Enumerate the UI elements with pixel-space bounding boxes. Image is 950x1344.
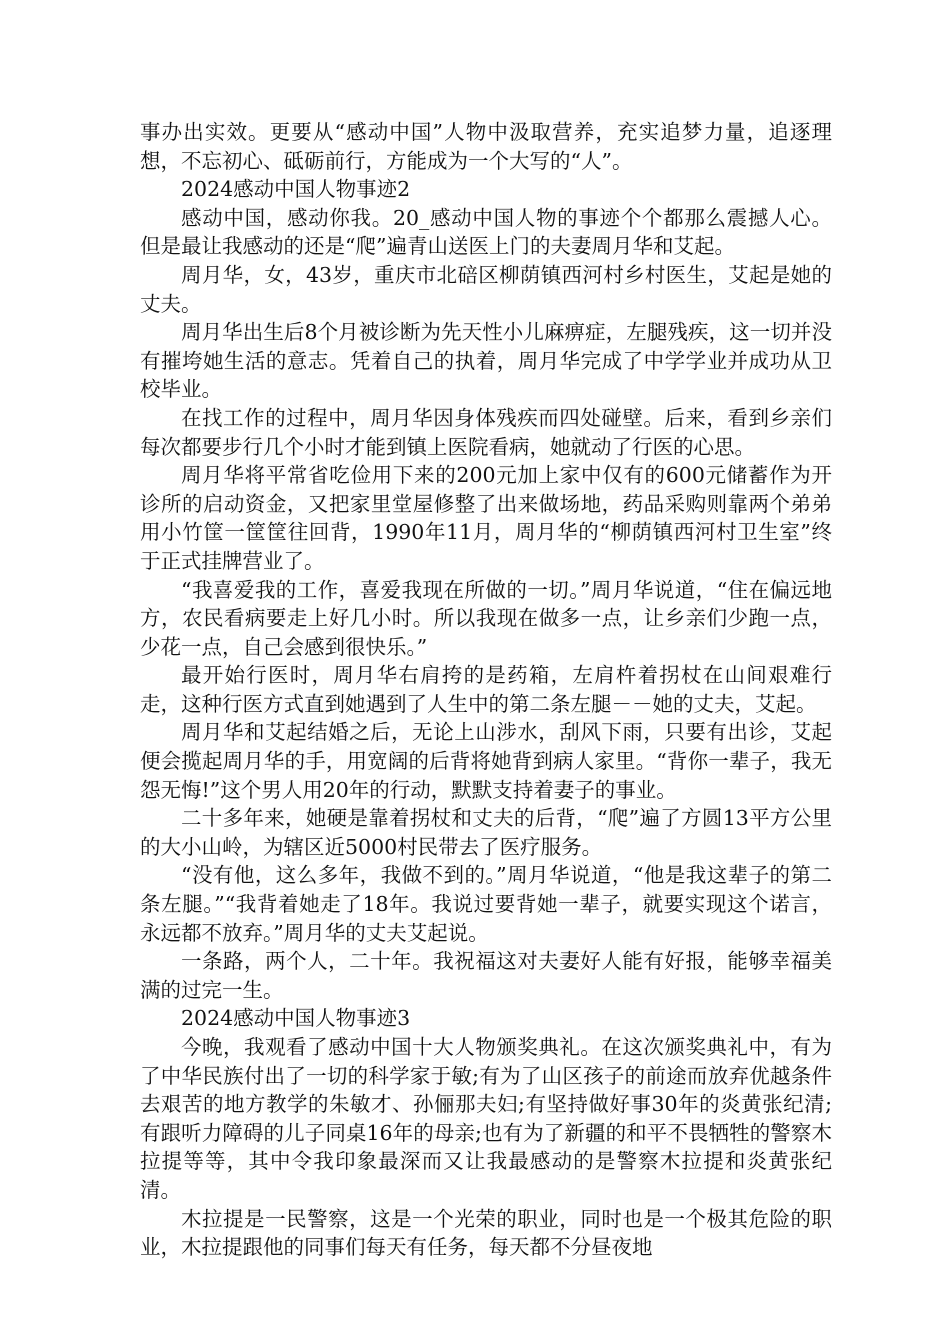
paragraph: 木拉提是一民警察，这是一个光荣的职业，同时也是一个极其危险的职业，木拉提跟他的同事们每天有任务，每天都不分昼夜地 <box>140 1206 832 1260</box>
paragraph: 周月华将平常省吃俭用下来的200元加上家中仅有的600元储蓄作为开诊所的启动资金，又把家里堂屋修整了出来做场地，药品采购则靠两个弟弟用小竹筐一筐筐往回背，1990年11月，周月华的“柳荫镇西河村卫生室”终于正式挂牌营业了。 <box>140 463 832 573</box>
paragraph: 一条路，两个人，二十年。我祝福这对夫妻好人能有好报，能够幸福美满的过完一生。 <box>140 949 832 1002</box>
document-page <box>140 118 832 1262</box>
paragraph: 感动中国，感动你我。20_感动中国人物的事迹个个都那么震撼人心。但是最让我感动的还是“爬”遍青山送医上门的夫妻周月华和艾起。 <box>140 205 832 259</box>
section-heading-3: 2024感动中国人物事迹3 <box>181 1006 411 1031</box>
paragraph: 周月华和艾起结婚之后，无论上山涉水，刮风下雨，只要有出诊，艾起便会揽起周月华的手，用宽阔的后背将她背到病人家里。“背你一辈子，我无怨无悔!”这个男人用20年的行动，默默支持着妻子的事业。 <box>140 720 832 802</box>
paragraph: 二十多年来，她硬是靠着拐杖和丈夫的后背，“爬”遍了方圆13平方公里的大小山岭，为辖区近5000村民带去了医疗服务。 <box>140 806 832 859</box>
paragraph: 周月华，女，43岁，重庆市北碚区柳荫镇西河村乡村医生，艾起是她的丈夫。 <box>140 262 832 316</box>
paragraph: 今晚，我观看了感动中国十大人物颁奖典礼。在这次颁奖典礼中，有为了中华民族付出了一切的科学家于敏;有为了山区孩子的前途而放弃优越条件去艰苦的地方教学的朱敏才、孙俪那夫妇;有坚持做好事30年的炎黄张纪清;有跟听力障碍的儿子同桌16年的母亲;也有为了新疆的和平不畏牺牲的警察木拉提等等，其中令我印象最深而又让我最感动的是警察木拉提和炎黄张纪清。 <box>140 1035 832 1202</box>
section-heading-2: 2024感动中国人物事迹2 <box>181 177 411 202</box>
paragraph: 在找工作的过程中，周月华因身体残疾而四处碰壁。后来，看到乡亲们每次都要步行几个小时才能到镇上医院看病，她就动了行医的心思。 <box>140 405 832 459</box>
paragraph: 最开始行医时，周月华右肩挎的是药箱，左肩杵着拐杖在山间艰难行走，这种行医方式直到她遇到了人生中的第二条左腿－－她的丈夫，艾起。 <box>140 663 832 716</box>
paragraph: “我喜爱我的工作，喜爱我现在所做的一切。”周月华说道，“住在偏远地方，农民看病要走上好几小时。所以我现在做多一点，让乡亲们少跑一点，少花一点，自己会感到很快乐。” <box>140 577 832 659</box>
paragraph: 周月华出生后8个月被诊断为先天性小儿麻痹症，左腿残疾，这一切并没有摧垮她生活的意志。凭着自己的执着，周月华完成了中学学业并成功从卫校毕业。 <box>140 320 832 402</box>
paragraph-continuation: 事办出实效。更要从“感动中国”人物中汲取营养，充实追梦力量，追逐理想，不忘初心、砥砺前行，方能成为一个大写的“人”。 <box>140 120 832 173</box>
paragraph: “没有他，这么多年，我做不到的。”周月华说道，“他是我这辈子的第二条左腿。”“我背着她走了18年。我说过要背她一辈子，就要实现这个诺言，永远都不放弃。”周月华的丈夫艾起说。 <box>140 863 832 945</box>
